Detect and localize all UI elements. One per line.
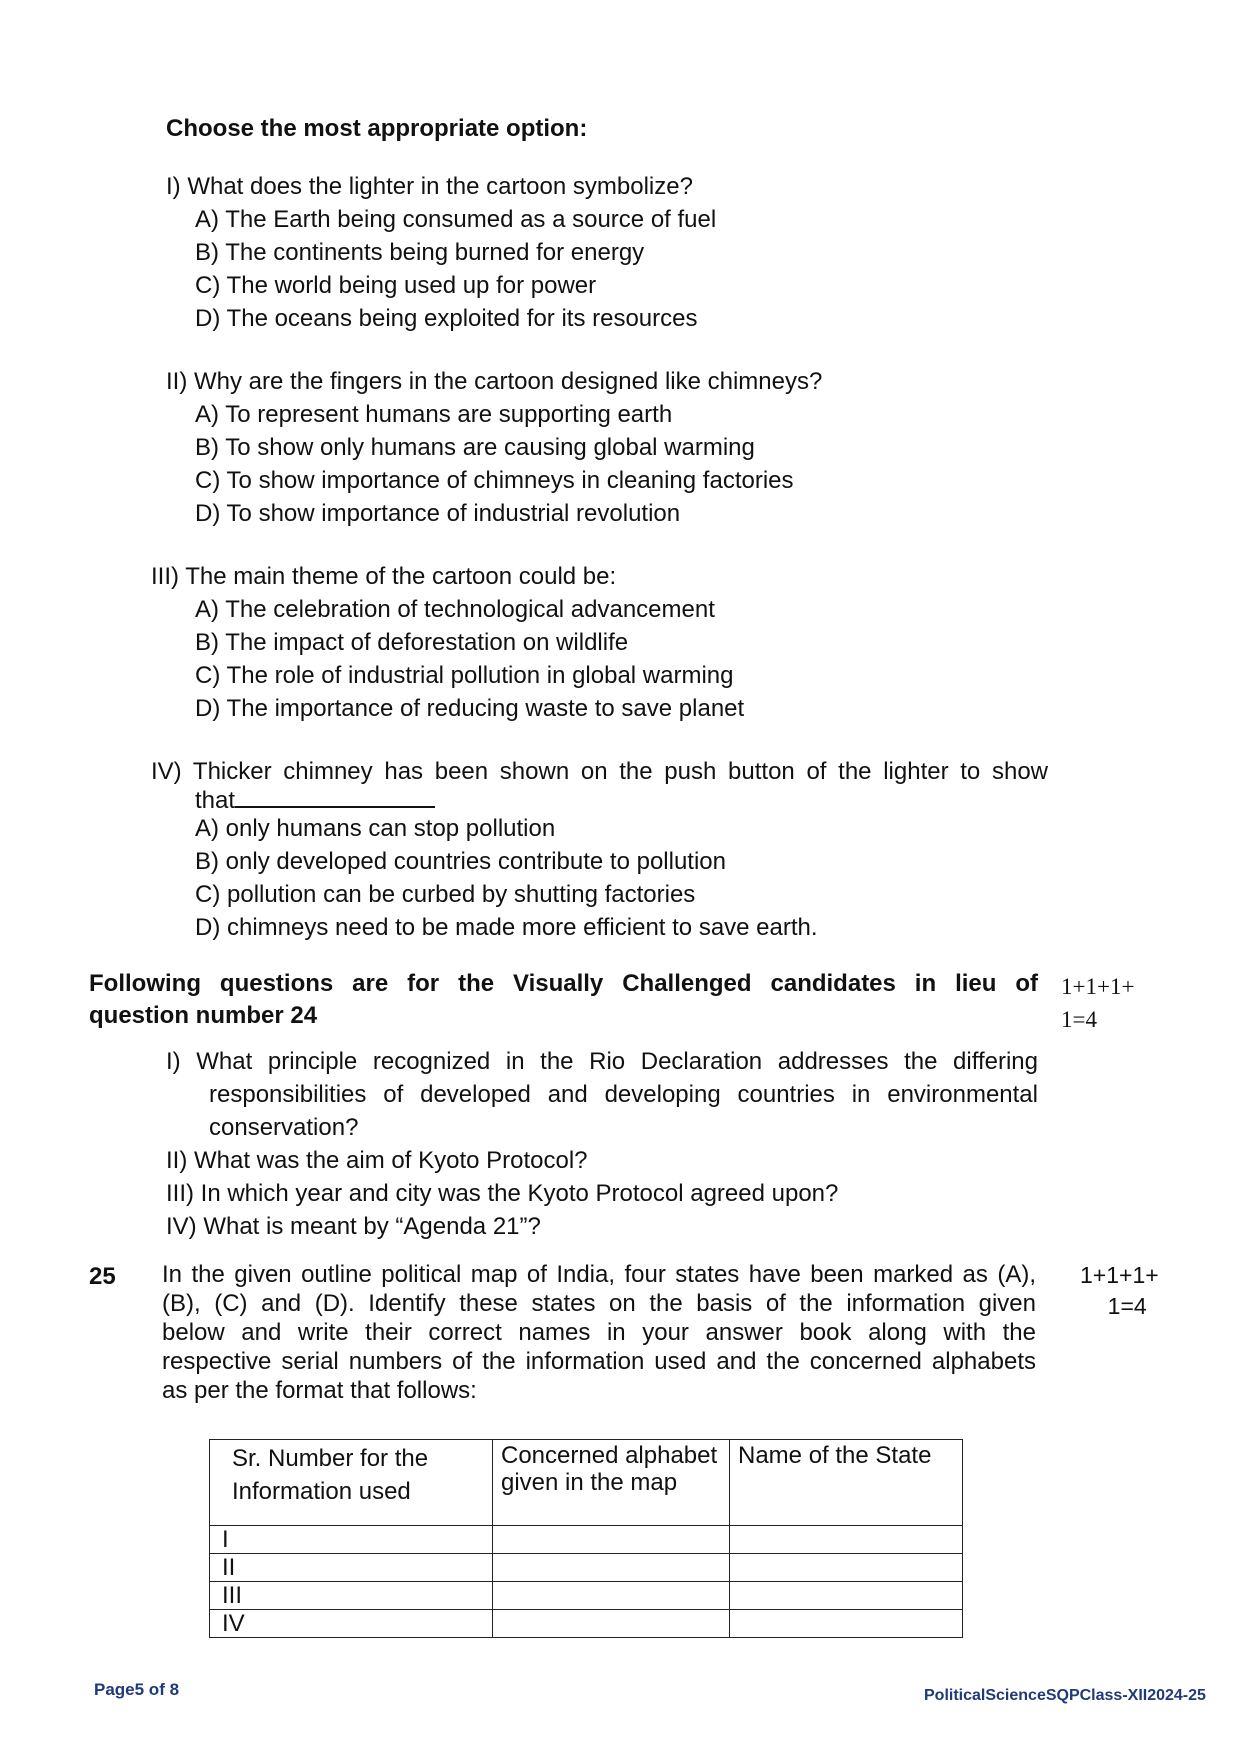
q25-number: 25 (89, 1263, 116, 1290)
q25-line: as per the format that follows: (162, 1377, 477, 1404)
table-cell (730, 1554, 963, 1582)
question-3: III) The main theme of the cartoon could be: (151, 563, 617, 590)
question-4-that: that (195, 787, 236, 814)
vc-item-1-line-1: I) What principle recognized in the Rio Declaration addresses the differing (166, 1048, 1038, 1075)
vc-heading-line-2: question number 24 (89, 1002, 318, 1029)
answer-blank (235, 784, 435, 808)
option: D) The importance of reducing waste to save planet (195, 695, 745, 722)
table-cell: IV (210, 1610, 493, 1638)
option: B) The impact of deforestation on wildlife (195, 629, 629, 656)
q25-line: In the given outline political map of India, four states have been marked as (A), (162, 1261, 1036, 1288)
table-header-cell: Sr. Number for the Information used (210, 1440, 493, 1526)
footer-page-number: Page5 of 8 (94, 1680, 180, 1699)
question-1-options (195, 203, 716, 335)
option: A) The Earth being consumed as a source of fuel (195, 206, 717, 233)
q25-line: (B), (C) and (D). Identify these states on the basis of the information given (162, 1290, 1036, 1317)
vc-item-1-line-2: responsibilities of developed and developing countries in environmental (209, 1081, 1038, 1108)
vc-item-1-line-3: conservation? (209, 1114, 359, 1141)
option: B) To show only humans are causing global warming (195, 434, 755, 461)
table-row (210, 1610, 963, 1638)
vc-heading-line-1: Following questions are for the Visually Challenged candidates in lieu of (89, 970, 1038, 997)
question-2-options (195, 398, 794, 530)
table-cell (730, 1526, 963, 1554)
option: D) The oceans being exploited for its resources (195, 305, 698, 332)
q25-marks (1080, 1260, 1159, 1322)
q25-line: below and write their correct names in your answer book along with the (162, 1319, 1036, 1346)
option: B) only developed countries contribute to pollution (195, 848, 726, 875)
table-cell: II (210, 1554, 493, 1582)
option: A) only humans can stop pollution (195, 815, 556, 842)
q25-text (162, 1260, 1036, 1405)
table-header-cell: Name of the State (730, 1440, 963, 1526)
table-cell (730, 1582, 963, 1610)
answer-format-table (209, 1439, 963, 1638)
table-cell (493, 1526, 730, 1554)
table-header-row (210, 1440, 963, 1526)
option: B) The continents being burned for energy (195, 239, 645, 266)
table-row (210, 1582, 963, 1610)
option: D) To show importance of industrial revolution (195, 500, 681, 527)
instruction-heading: Choose the most appropriate option: (166, 115, 588, 142)
vc-item-4: IV) What is meant by “Agenda 21”? (166, 1213, 541, 1240)
vc-item-3: III) In which year and city was the Kyoto Protocol agreed upon? (166, 1180, 839, 1207)
question-4-line-1: IV) Thicker chimney has been shown on the push button of the lighter to show (151, 758, 1048, 785)
question-3-options (195, 593, 744, 725)
question-2: II) Why are the fingers in the cartoon designed like chimneys? (166, 368, 823, 395)
table-cell (493, 1582, 730, 1610)
option: C) To show importance of chimneys in cleaning factories (195, 467, 794, 494)
vc-marks (1061, 970, 1134, 1036)
table-header-cell: Concerned alphabet given in the map (493, 1440, 730, 1526)
option: A) The celebration of technological advancement (195, 596, 715, 623)
vc-marks-line-2: 1=4 (1061, 1007, 1097, 1032)
table-cell: I (210, 1526, 493, 1554)
option: C) The role of industrial pollution in global warming (195, 662, 734, 689)
q25-marks-line-2: 1=4 (1107, 1293, 1147, 1319)
question-1: I) What does the lighter in the cartoon symbolize? (166, 173, 693, 200)
option: D) chimneys need to be made more efficient to save earth. (195, 914, 818, 941)
table-cell: III (210, 1582, 493, 1610)
option: C) pollution can be curbed by shutting factories (195, 881, 696, 908)
vc-item-2: II) What was the aim of Kyoto Protocol? (166, 1147, 588, 1174)
table-cell (493, 1610, 730, 1638)
table-row (210, 1554, 963, 1582)
q25-marks-line-1: 1+1+1+ (1080, 1262, 1159, 1288)
question-4-options (195, 812, 818, 944)
table-cell (730, 1610, 963, 1638)
footer-document-id: PoliticalScienceSQPClass-XII2024-25 (924, 1687, 1206, 1704)
table-row (210, 1526, 963, 1554)
table-cell (493, 1554, 730, 1582)
option: C) The world being used up for power (195, 272, 597, 299)
option: A) To represent humans are supporting earth (195, 401, 673, 428)
q25-line: respective serial numbers of the information used and the concerned alphabets (162, 1348, 1036, 1375)
vc-marks-line-1: 1+1+1+ (1061, 974, 1135, 999)
